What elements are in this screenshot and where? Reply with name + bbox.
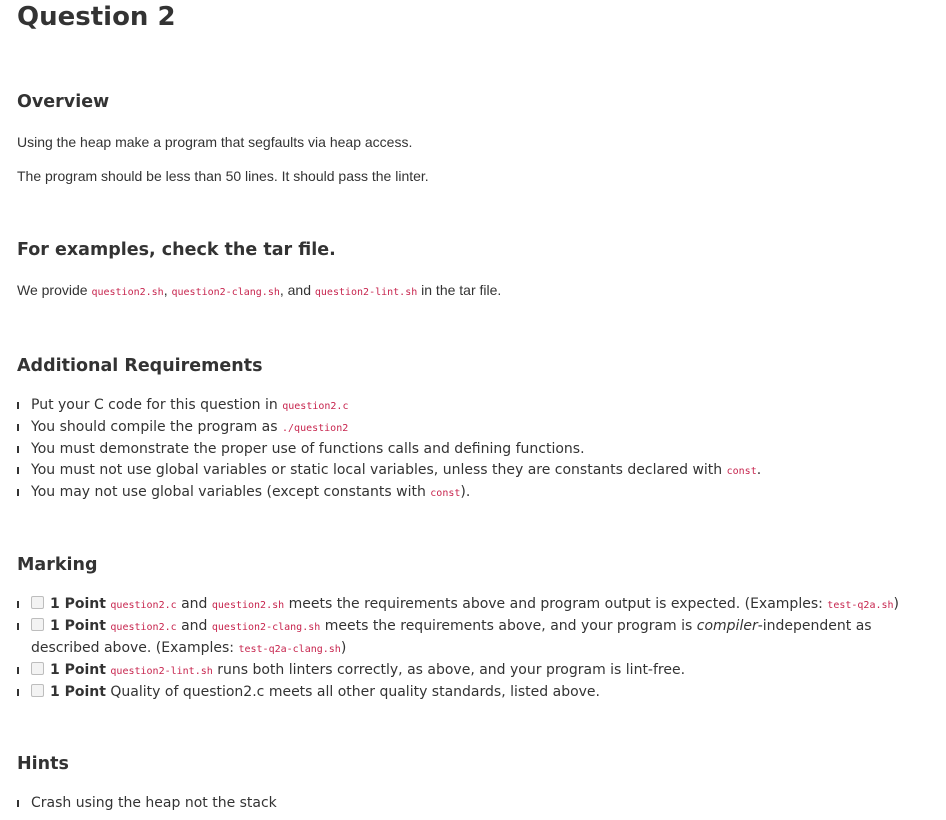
file-question2-lint-sh: question2-lint.sh (314, 287, 418, 298)
requirement-text: You must not use global variables or static local variables, unless they are constants declared with (31, 462, 727, 478)
examples-text-post: in the tar file. (417, 282, 502, 298)
hint-item (17, 793, 937, 814)
examples-paragraph (17, 282, 501, 298)
overview-paragraph-2: The program should be less than 50 lines. It should pass the linter. (17, 168, 429, 184)
requirement-text: You should compile the program as (31, 419, 283, 435)
marking-emphasis: compiler (696, 618, 758, 634)
point-label: 1 Point (50, 662, 106, 678)
hints-heading: Hints (17, 754, 69, 774)
requirements-heading: Additional Requirements (17, 356, 263, 376)
hints-list (17, 793, 937, 814)
keyword-const: const (726, 466, 757, 477)
page-title: Question 2 (17, 2, 176, 32)
examples-separator-1: , (163, 282, 172, 298)
examples-separator-2: , and (279, 282, 315, 298)
marking-checkbox[interactable] (31, 662, 44, 675)
point-label: 1 Point (50, 596, 106, 612)
marking-text: meets the requirements above, and your program is (320, 618, 697, 634)
examples-text-pre: We provide (17, 282, 92, 298)
file-question2-lint-sh: question2-lint.sh (110, 666, 213, 677)
command-question2: ./question2 (282, 423, 349, 434)
requirements-list (17, 395, 937, 504)
requirement-item (17, 439, 937, 460)
marking-item (17, 594, 937, 616)
file-question2-c: question2.c (110, 622, 177, 633)
overview-paragraph-1: Using the heap make a program that segfaults via heap access. (17, 134, 413, 150)
requirement-item (17, 417, 937, 439)
requirement-item (17, 395, 937, 417)
marking-checkbox[interactable] (31, 684, 44, 697)
marking-text: meets the requirements above and program output is expected. (Examples: (284, 596, 828, 612)
file-question2-c: question2.c (282, 401, 349, 412)
marking-checkbox[interactable] (31, 596, 44, 609)
marking-item (17, 660, 937, 682)
marking-text: Quality of question2.c meets all other quality standards, listed above. (105, 684, 600, 700)
marking-text: and (176, 618, 212, 634)
examples-heading: For examples, check the tar file. (17, 240, 336, 260)
requirement-item (17, 460, 937, 482)
marking-checkbox[interactable] (31, 618, 44, 631)
file-question2-clang-sh: question2-clang.sh (211, 622, 321, 633)
requirement-item (17, 482, 937, 504)
file-question2-clang-sh: question2-clang.sh (171, 287, 280, 298)
file-test-q2a-sh: test-q2a.sh (827, 600, 894, 611)
hint-text: Crash using the heap not the stack (31, 795, 277, 811)
file-question2-sh: question2.sh (91, 287, 164, 298)
marking-text: -independent as described above. (Examples: (31, 618, 872, 656)
point-label: 1 Point (50, 618, 106, 634)
marking-text-end: ) (893, 596, 899, 612)
file-question2-sh: question2.sh (211, 600, 285, 611)
point-label: 1 Point (50, 684, 106, 700)
requirement-text: You may not use global variables (except constants with (31, 484, 431, 500)
keyword-const: const (430, 488, 461, 499)
marking-item (17, 682, 937, 703)
overview-heading: Overview (17, 92, 110, 112)
requirement-text: Put your C code for this question in (31, 397, 283, 413)
marking-list (17, 594, 937, 703)
file-test-q2a-clang-sh: test-q2a-clang.sh (238, 644, 341, 655)
marking-text: runs both linters correctly, as above, and your program is lint-free. (212, 662, 686, 678)
requirement-text-end: ). (460, 484, 471, 500)
marking-heading: Marking (17, 555, 98, 575)
requirement-text: You must demonstrate the proper use of functions calls and defining functions. (31, 441, 585, 457)
marking-text-end: ) (340, 640, 347, 656)
file-question2-c: question2.c (110, 600, 177, 611)
marking-item (17, 616, 937, 660)
requirement-text-end: . (756, 462, 762, 478)
marking-text: and (176, 596, 212, 612)
